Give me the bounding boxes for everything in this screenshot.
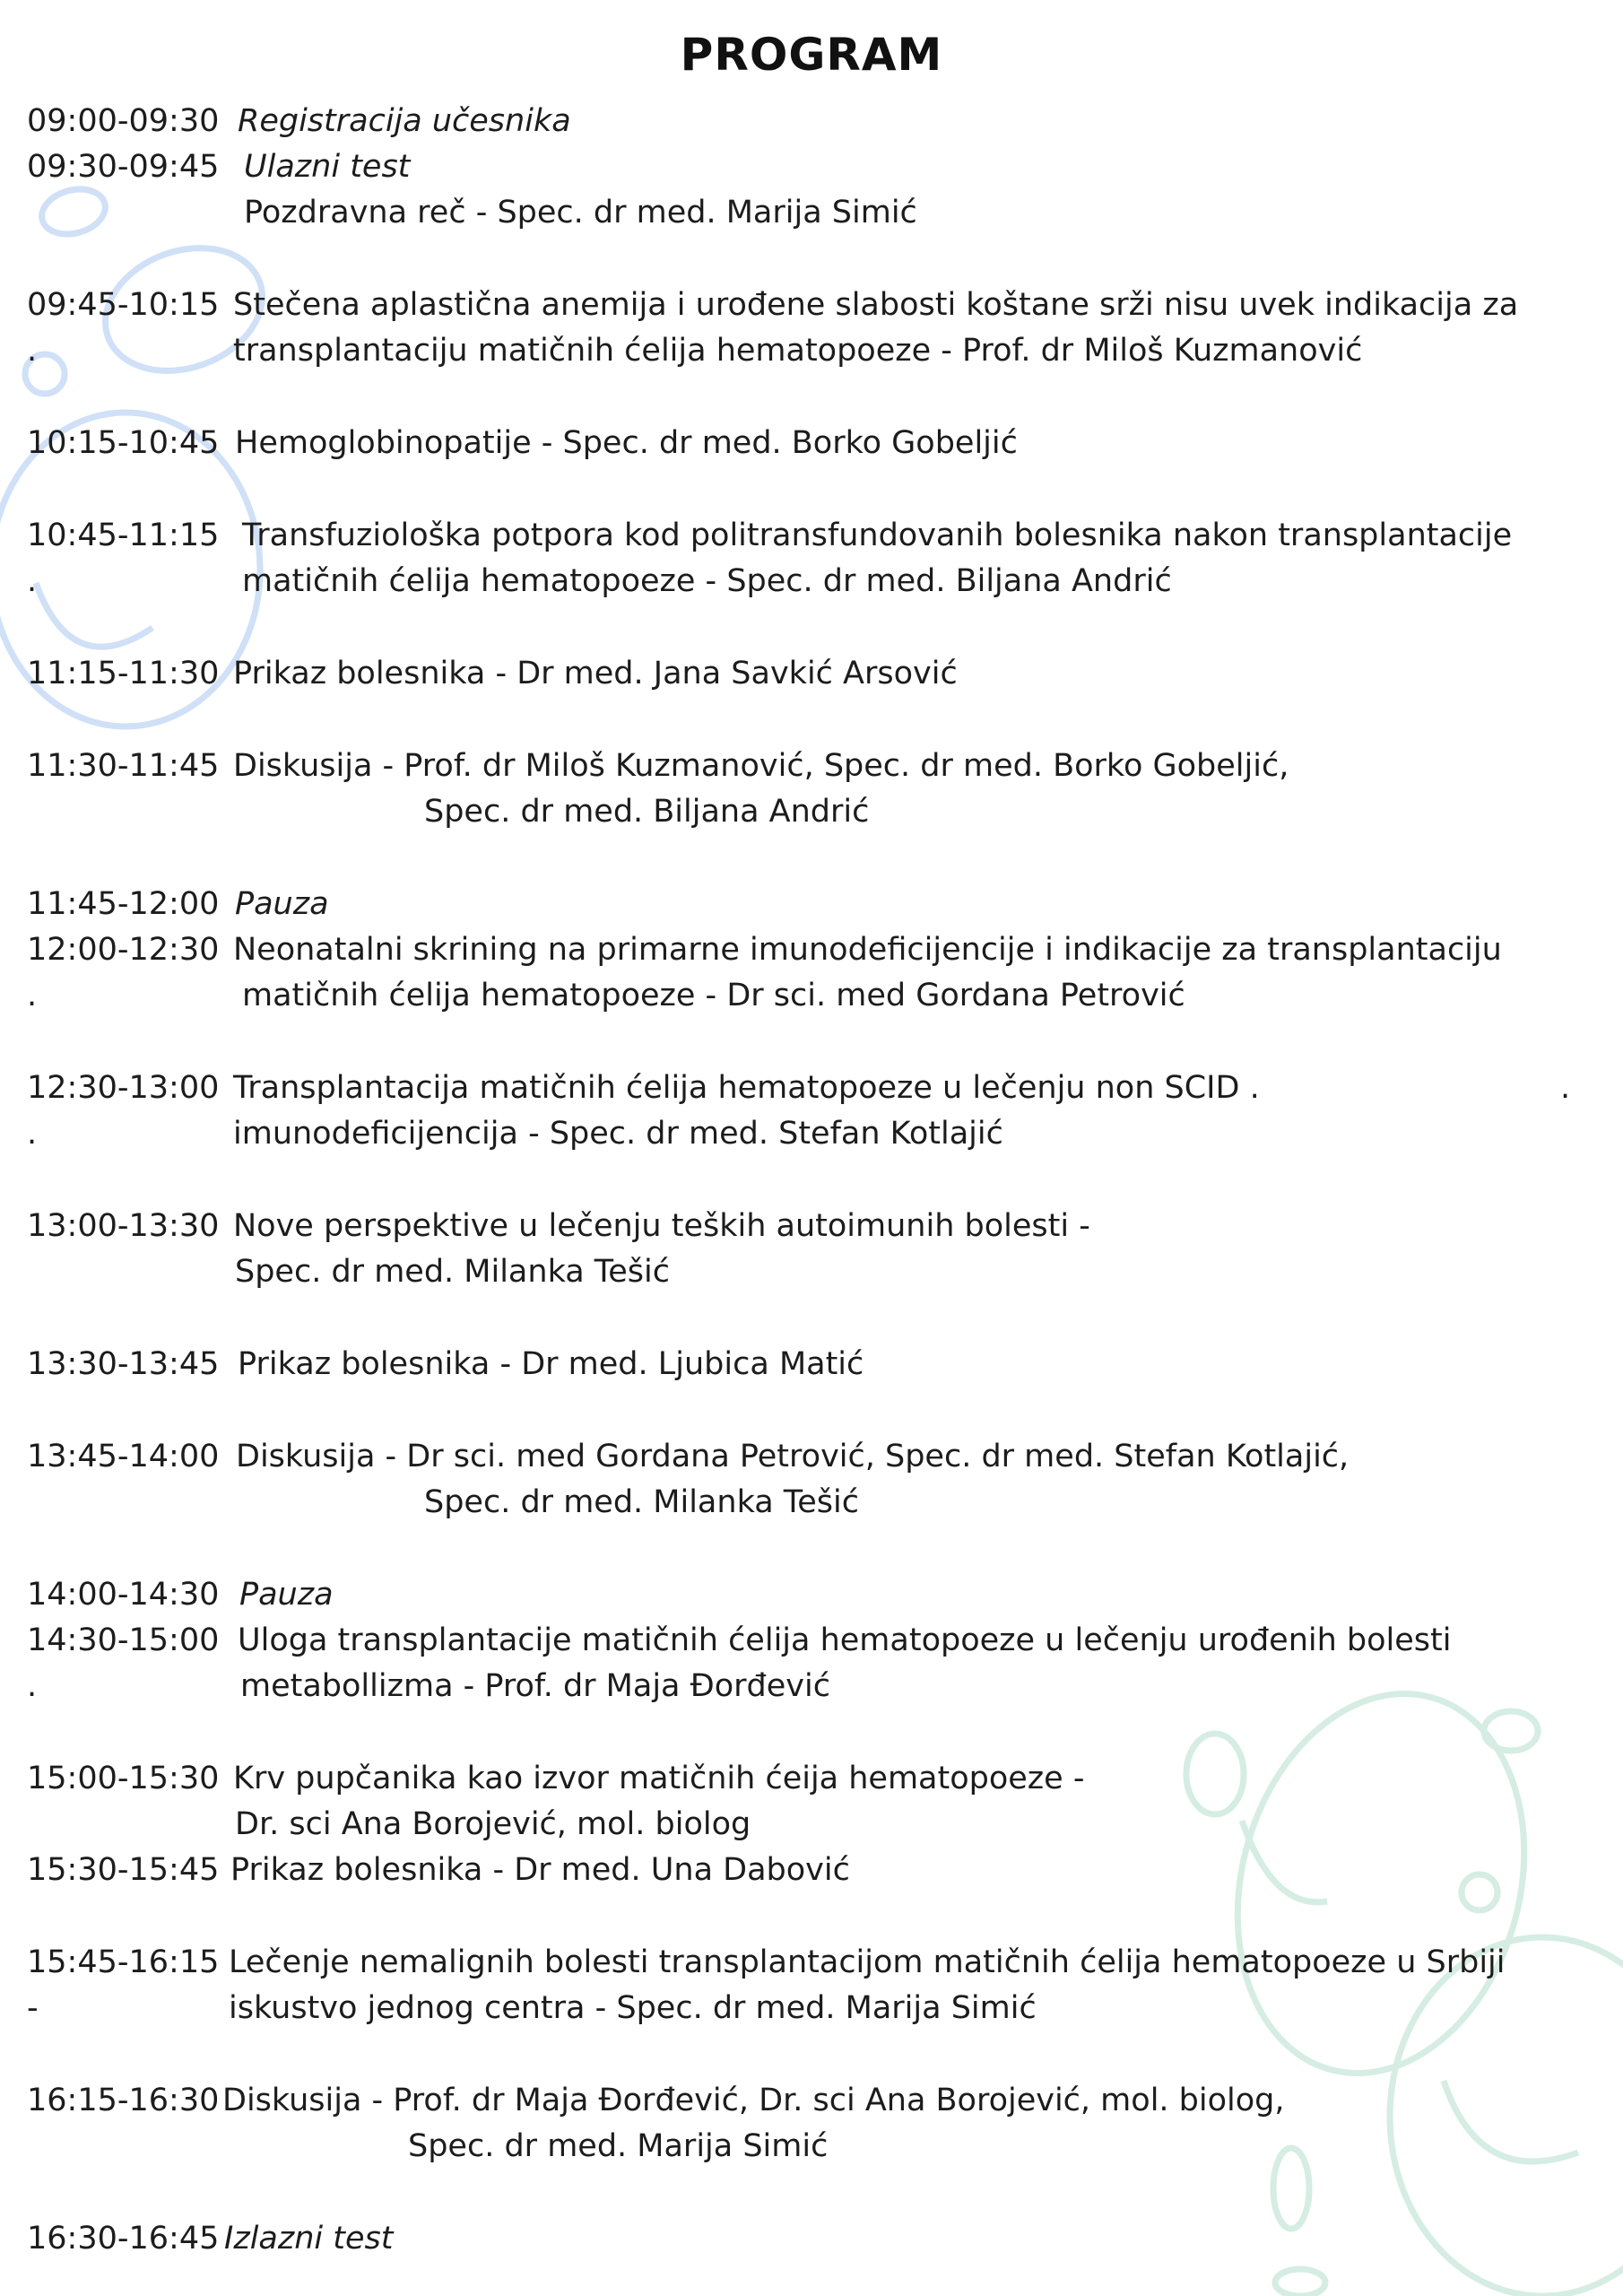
session-time: 11:15-11:30 bbox=[27, 656, 220, 691]
session-time: 09:30-09:45 bbox=[27, 149, 220, 185]
line-marker: . bbox=[27, 1668, 38, 1704]
session-speaker: Spec. dr med. Marija Simić bbox=[408, 2128, 829, 2164]
line-marker: . bbox=[1560, 1070, 1571, 1106]
line-marker: . bbox=[27, 1116, 38, 1152]
session-speaker: matičnih ćelija hematopoeze - Dr sci. med Gordana Petrović bbox=[242, 978, 1185, 1013]
session-time: 11:45-12:00 bbox=[27, 886, 220, 922]
session-speaker: metabollizma - Prof. dr Maja Đorđević bbox=[240, 1668, 830, 1704]
session-time: 15:45-16:15 bbox=[27, 1944, 220, 1980]
session-speaker: iskustvo jednog centra - Spec. dr med. Marija Simić bbox=[229, 1990, 1037, 2026]
page-title: PROGRAM bbox=[680, 29, 943, 81]
session-time: 14:30-15:00 bbox=[27, 1622, 220, 1658]
session-speaker: transplantaciju matičnih ćelija hematopoeze - Prof. dr Miloš Kuzmanović bbox=[233, 333, 1363, 369]
session-title: Prikaz bolesnika - Dr med. Una Dabović bbox=[230, 1852, 850, 1888]
session-time: 09:00-09:30 bbox=[27, 103, 220, 139]
session-title: Ulazni test bbox=[244, 149, 411, 185]
session-time: 10:15-10:45 bbox=[27, 425, 220, 461]
session-title: Nove perspektive u lečenju teških autoimunih bolesti - bbox=[233, 1208, 1090, 1244]
session-title: Prikaz bolesnika - Dr med. Ljubica Matić bbox=[238, 1346, 864, 1382]
session-speaker: Spec. dr med. Milanka Tešić bbox=[235, 1254, 670, 1290]
session-title: Pozdravna reč - Spec. dr med. Marija Simić bbox=[244, 195, 917, 230]
session-title: Prikaz bolesnika - Dr med. Jana Savkić Arsović bbox=[233, 656, 958, 691]
session-title: Pauza bbox=[235, 886, 329, 922]
session-time: 10:45-11:15 bbox=[27, 517, 220, 553]
session-speaker: Spec. dr med. Milanka Tešić bbox=[424, 1484, 859, 1520]
session-title: Diskusija - Dr sci. med Gordana Petrović, Spec. dr med. Stefan Kotlajić, bbox=[236, 1439, 1350, 1474]
session-time: 16:30-16:45 bbox=[27, 2221, 220, 2257]
session-time: 13:45-14:00 bbox=[27, 1439, 220, 1474]
session-title: Diskusija - Prof. dr Maja Đorđević, Dr. sci Ana Borojević, mol. biolog, bbox=[222, 2083, 1285, 2118]
session-speaker: Dr. sci Ana Borojević, mol. biolog bbox=[235, 1806, 751, 1842]
session-title: Uloga transplantacije matičnih ćelija hematopoeze u lečenju urođenih bolesti bbox=[238, 1622, 1452, 1658]
session-time: 15:30-15:45 bbox=[27, 1852, 220, 1888]
session-title: Diskusija - Prof. dr Miloš Kuzmanović, Spec. dr med. Borko Gobeljić, bbox=[233, 748, 1289, 784]
session-time: 15:00-15:30 bbox=[27, 1761, 220, 1796]
session-speaker: Spec. dr med. Biljana Andrić bbox=[424, 794, 870, 830]
session-time: 13:00-13:30 bbox=[27, 1208, 220, 1244]
session-speaker: matičnih ćelija hematopoeze - Spec. dr med. Biljana Andrić bbox=[242, 563, 1172, 599]
line-marker: . bbox=[27, 978, 38, 1013]
session-title: Krv pupčanika kao izvor matičnih ćeija hematopoeze - bbox=[233, 1761, 1085, 1796]
session-time: 14:00-14:30 bbox=[27, 1577, 220, 1613]
session-title: Registracija učesnika bbox=[238, 103, 571, 139]
session-title: Neonatalni skrining na primarne imunodeficijencije i indikacije za transplantaciju bbox=[233, 932, 1502, 968]
session-time: 09:45-10:15 bbox=[27, 287, 220, 323]
session-title: Izlazni test bbox=[224, 2221, 394, 2257]
session-title: Lečenje nemalignih bolesti transplantacijom matičnih ćelija hematopoeze u Srbiji bbox=[229, 1944, 1506, 1980]
session-time: 11:30-11:45 bbox=[27, 748, 220, 784]
session-title: Hemoglobinopatije - Spec. dr med. Borko Gobeljić bbox=[235, 425, 1018, 461]
line-marker: . bbox=[27, 333, 38, 369]
session-time: 13:30-13:45 bbox=[27, 1346, 220, 1382]
session-title: Transplantacija matičnih ćelija hematopoeze u lečenju non SCID . bbox=[233, 1070, 1260, 1106]
session-title: Transfuziološka potpora kod politransfundovanih bolesnika nakon transplantacije bbox=[242, 517, 1513, 553]
session-time: 12:30-13:00 bbox=[27, 1070, 220, 1106]
session-time: 12:00-12:30 bbox=[27, 932, 220, 968]
session-title: Pauza bbox=[239, 1577, 334, 1613]
session-speaker: imunodeficijencija - Spec. dr med. Stefan Kotlajić bbox=[233, 1116, 1003, 1152]
line-marker: - bbox=[27, 1990, 39, 2026]
session-title: Stečena aplastična anemija i urođene slabosti koštane srži nisu uvek indikacija za bbox=[233, 287, 1519, 323]
session-time: 16:15-16:30 bbox=[27, 2083, 220, 2118]
line-marker: . bbox=[27, 563, 38, 599]
